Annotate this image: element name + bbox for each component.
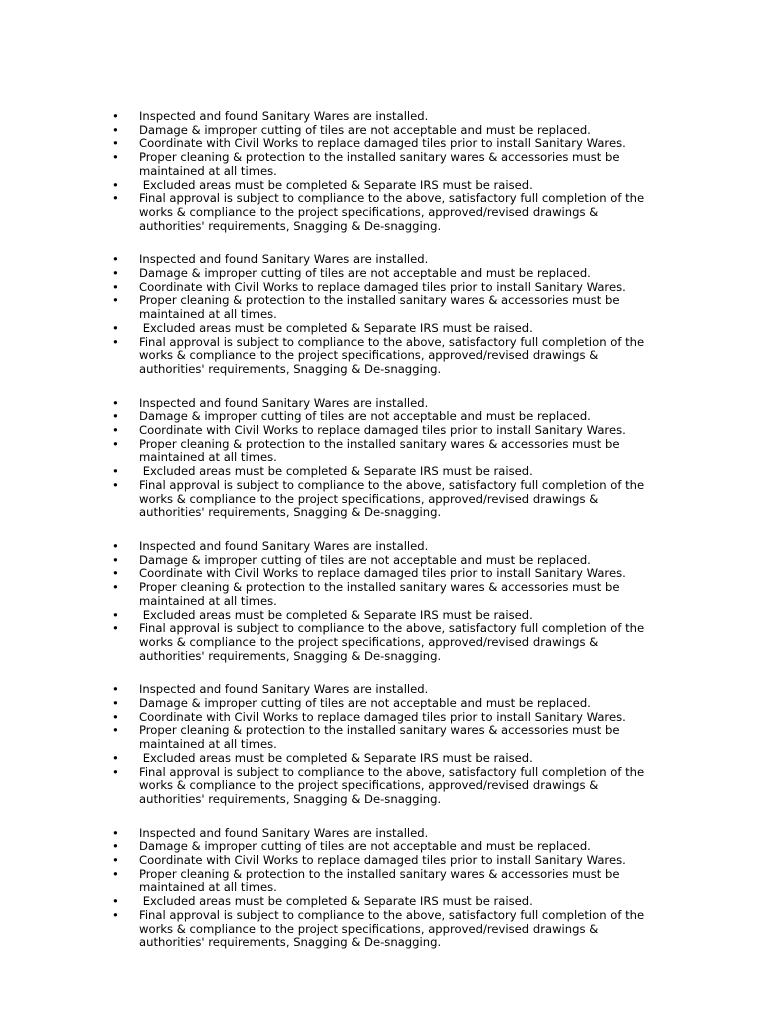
list-item-text: Final approval is subject to compliance to the above, satisfactory full completion of the works & compliance to the project specifications, approved/revised drawings & authorities' requirements, Snagging & De-snagging.: [139, 764, 648, 806]
list-item-text: Final approval is subject to compliance to the above, satisfactory full completion of the works & compliance to the project specifications, approved/revised drawings & authorities' requirements, Snagging & De-snagging.: [139, 477, 648, 520]
bullet-icon: •: [112, 191, 119, 206]
bullet-icon: •: [112, 266, 119, 281]
list-item: [112, 151, 652, 178]
bullet-icon: •: [112, 682, 119, 697]
list-item: [112, 827, 652, 841]
list-item: [112, 895, 652, 909]
bullet-list: [112, 540, 652, 663]
bullet-icon: •: [112, 293, 119, 308]
list-item-text: Inspected and found Sanitary Wares are installed.: [139, 109, 429, 123]
list-item: [112, 909, 652, 950]
list-item-text: Proper cleaning & protection to the installed sanitary wares & accessories must be maintained at all times.: [139, 150, 624, 178]
list-item: [112, 683, 652, 697]
bullet-icon: •: [112, 764, 119, 779]
bullet-list: [112, 683, 652, 806]
list-item-text: Excluded areas must be completed & Separate IRS must be raised.: [139, 177, 533, 192]
list-item: [112, 752, 652, 766]
list-item-text: Inspected and found Sanitary Wares are installed.: [139, 538, 429, 553]
list-item-text: Coordinate with Civil Works to replace damaged tiles prior to install Sanitary Wares.: [139, 709, 626, 724]
list-item-text: Damage & improper cutting of tiles are not acceptable and must be replaced.: [139, 839, 591, 854]
list-item-text: Proper cleaning & protection to the installed sanitary wares & accessories must be maintained at all times.: [139, 436, 624, 465]
bullet-icon: •: [112, 566, 119, 581]
bullet-icon: •: [112, 136, 119, 151]
list-item-text: Excluded areas must be completed & Separate IRS must be raised.: [139, 464, 533, 479]
list-item: [112, 336, 652, 377]
list-item: [112, 609, 652, 623]
list-item: [112, 854, 652, 868]
list-item: [112, 840, 652, 854]
list-item: [112, 110, 652, 124]
list-item: [112, 479, 652, 520]
list-item: [112, 567, 652, 581]
bullet-icon: •: [112, 907, 119, 922]
bullet-icon: •: [112, 750, 119, 765]
bullet-icon: •: [112, 150, 119, 165]
list-item-text: Proper cleaning & protection to the installed sanitary wares & accessories must be maintained at all times.: [139, 866, 624, 895]
bullet-list: [112, 253, 652, 376]
bullet-icon: •: [112, 580, 119, 595]
list-item: [112, 267, 652, 281]
list-item: [112, 438, 652, 465]
list-item-text: Damage & improper cutting of tiles are not acceptable and must be replaced.: [139, 122, 591, 137]
list-item-text: Coordinate with Civil Works to replace damaged tiles prior to install Sanitary Wares.: [139, 136, 626, 151]
list-item: [112, 540, 652, 554]
bullet-icon: •: [112, 464, 119, 479]
bullet-icon: •: [112, 723, 119, 738]
bullet-icon: •: [112, 552, 119, 567]
list-item: [112, 465, 652, 479]
bullet-list: [112, 397, 652, 520]
bullet-icon: •: [112, 825, 119, 840]
list-item-text: Inspected and found Sanitary Wares are installed.: [139, 252, 429, 267]
list-item: [112, 766, 652, 807]
bullet-icon: •: [112, 279, 119, 294]
bullet-icon: •: [112, 423, 119, 438]
bullet-icon: •: [112, 853, 119, 868]
list-item-text: Coordinate with Civil Works to replace damaged tiles prior to install Sanitary Wares.: [139, 853, 626, 868]
list-item-text: Coordinate with Civil Works to replace damaged tiles prior to install Sanitary Wares.: [139, 279, 626, 294]
list-item: [112, 253, 652, 267]
bullet-icon: •: [112, 409, 119, 424]
bullet-icon: •: [112, 607, 119, 622]
list-item: [112, 179, 652, 193]
list-item-text: Excluded areas must be completed & Separate IRS must be raised.: [139, 607, 533, 622]
bullet-icon: •: [112, 709, 119, 724]
bullet-list: [112, 110, 652, 233]
list-item: [112, 397, 652, 411]
inspection-notes: [112, 110, 652, 970]
bullet-list: [112, 827, 652, 950]
bullet-icon: •: [112, 334, 119, 349]
list-item-text: Damage & improper cutting of tiles are not acceptable and must be replaced.: [139, 696, 591, 711]
bullet-icon: •: [112, 177, 119, 192]
list-item-text: Final approval is subject to compliance to the above, satisfactory full completion of the works & compliance to the project specifications, approved/revised drawings & authorities' requirements, Snagging & De-snagging.: [139, 191, 648, 233]
list-item-text: Final approval is subject to compliance to the above, satisfactory full completion of the works & compliance to the project specifications, approved/revised drawings & authorities' requirements, Snagging & De-snagging.: [139, 334, 648, 376]
bullet-icon: •: [112, 866, 119, 881]
list-item: [112, 322, 652, 336]
list-item: [112, 554, 652, 568]
list-item-text: Damage & improper cutting of tiles are not acceptable and must be replaced.: [139, 266, 591, 281]
list-item-text: Proper cleaning & protection to the installed sanitary wares & accessories must be maintained at all times.: [139, 723, 624, 752]
list-item-text: Final approval is subject to compliance to the above, satisfactory full completion of the works & compliance to the project specifications, approved/revised drawings & authorities' requirements, Snagging & De-snagging.: [139, 907, 648, 950]
list-item-text: Excluded areas must be completed & Separate IRS must be raised.: [139, 320, 533, 335]
list-item: [112, 124, 652, 138]
list-item-text: Final approval is subject to compliance to the above, satisfactory full completion of the works & compliance to the project specifications, approved/revised drawings & authorities' requirements, Snagging & De-snagging.: [139, 621, 648, 663]
list-item: [112, 711, 652, 725]
list-item: [112, 581, 652, 608]
bullet-icon: •: [112, 122, 119, 137]
list-item: [112, 424, 652, 438]
list-item: [112, 724, 652, 751]
bullet-icon: •: [112, 696, 119, 711]
bullet-icon: •: [112, 252, 119, 267]
list-item: [112, 294, 652, 321]
list-item: [112, 137, 652, 151]
list-item: [112, 868, 652, 895]
list-item: [112, 697, 652, 711]
list-item-text: Inspected and found Sanitary Wares are installed.: [139, 395, 429, 410]
list-item-text: Inspected and found Sanitary Wares are installed.: [139, 682, 429, 697]
bullet-icon: •: [112, 436, 119, 451]
list-item: [112, 622, 652, 663]
bullet-icon: •: [112, 839, 119, 854]
list-item-text: Proper cleaning & protection to the installed sanitary wares & accessories must be maintained at all times.: [139, 293, 624, 322]
list-item: [112, 410, 652, 424]
bullet-icon: •: [112, 477, 119, 492]
list-item-text: Damage & improper cutting of tiles are not acceptable and must be replaced.: [139, 409, 591, 424]
list-item: [112, 281, 652, 295]
list-item-text: Excluded areas must be completed & Separate IRS must be raised.: [139, 894, 533, 909]
list-item-text: Inspected and found Sanitary Wares are installed.: [139, 825, 429, 840]
bullet-icon: •: [112, 621, 119, 636]
list-item-text: Damage & improper cutting of tiles are not acceptable and must be replaced.: [139, 552, 591, 567]
list-item-text: Coordinate with Civil Works to replace damaged tiles prior to install Sanitary Wares.: [139, 566, 626, 581]
list-item: [112, 192, 652, 233]
bullet-icon: •: [112, 109, 119, 123]
bullet-icon: •: [112, 894, 119, 909]
list-item-text: Proper cleaning & protection to the installed sanitary wares & accessories must be maintained at all times.: [139, 580, 624, 608]
bullet-icon: •: [112, 395, 119, 410]
list-item-text: Excluded areas must be completed & Separate IRS must be raised.: [139, 750, 533, 765]
bullet-icon: •: [112, 538, 119, 553]
bullet-icon: •: [112, 320, 119, 335]
list-item-text: Coordinate with Civil Works to replace damaged tiles prior to install Sanitary Wares.: [139, 423, 626, 438]
